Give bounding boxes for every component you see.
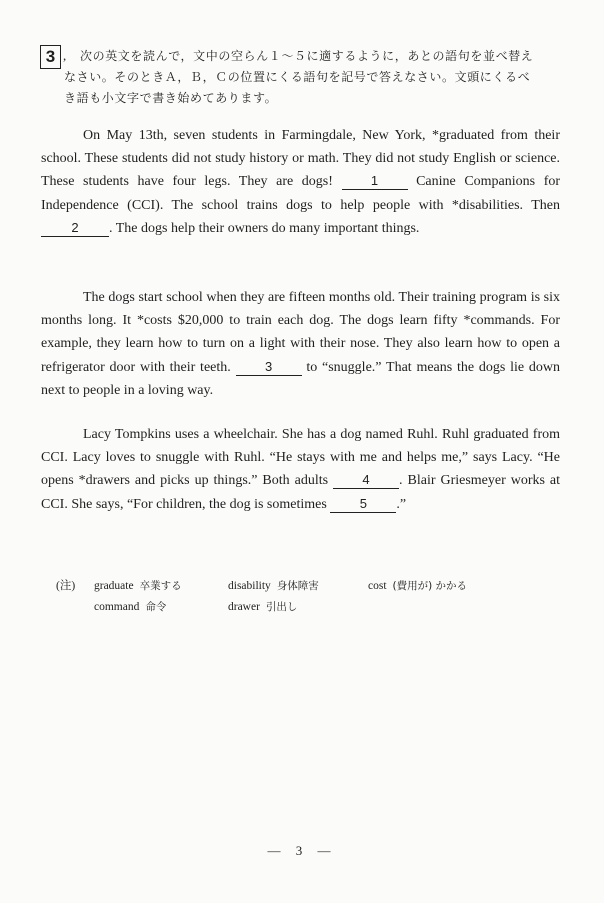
question-number-box: 3 bbox=[40, 45, 61, 69]
answer-blank-4: 4 bbox=[333, 471, 399, 489]
instruction-line: 次の英文を読んで，文中の空らん１～５に適するように，あとの語句を並べ替え bbox=[80, 49, 534, 63]
question-separator: , bbox=[63, 48, 67, 63]
page-number: — 3 — bbox=[267, 843, 337, 858]
note-term: disability bbox=[228, 580, 271, 592]
paragraph-text: . The dogs help their owners do many important things. bbox=[109, 220, 420, 236]
note-item bbox=[94, 597, 166, 618]
instruction-line: き語も小文字で書き始めてあります。 bbox=[64, 91, 278, 105]
note-item bbox=[228, 597, 297, 618]
paragraph-3 bbox=[41, 423, 560, 516]
note-term: drawer bbox=[228, 601, 260, 613]
paragraph-text: Lacy Tompkins uses a wheelchair. She has a dog named Ruhl. Ruhl graduated from CCI. Lacy loves to snuggle with Ruhl. “He stays with me and helps me,” says Lacy. “He opens *drawers and picks up things.” Both adults bbox=[41, 427, 560, 489]
paragraph-text: On May 13th, seven students in Farmingdale, New York, *graduated from their school. These students did not study history or math. They did not study English or science. These students have four legs. They are dogs! bbox=[41, 128, 560, 190]
paragraph-text: . Blair Griesmeyer works at CCI. She says, “For children, the dog is sometimes bbox=[41, 473, 561, 512]
note-term: command bbox=[94, 601, 140, 613]
note-item bbox=[94, 576, 182, 597]
instruction-line: なさい。そのときＡ，Ｂ，Ｃの位置にくる語句を記号で答えなさい。文頭にくるべ bbox=[64, 70, 531, 84]
paragraph-1 bbox=[41, 124, 560, 240]
paragraph-2 bbox=[41, 286, 560, 402]
paragraph-text: .” bbox=[396, 496, 407, 512]
answer-blank-3: 3 bbox=[236, 358, 302, 376]
note-definition: 卒業する bbox=[139, 580, 182, 592]
note-item bbox=[368, 576, 467, 597]
notes-label: (注) bbox=[56, 580, 76, 592]
question-instructions bbox=[64, 46, 565, 109]
answer-blank-2: 2 bbox=[41, 219, 109, 237]
note-definition: 引出し bbox=[265, 601, 298, 613]
paragraph-text: Canine Companions for Independence (CCI). The school trains dogs to help people with *disabilities. Then bbox=[41, 174, 561, 213]
paragraph-text: The dogs start school when they are fifteen months old. Their training program is six months long. It *costs $20,000 to train each dog. The dogs learn fifty *commands. For example, they learn how to turn on a light with their nose. They also learn how to open a refrigerator door with their teeth. bbox=[41, 290, 560, 375]
answer-blank-1: 1 bbox=[342, 172, 408, 190]
note-definition: (費用が) かかる bbox=[392, 580, 468, 592]
note-term: graduate bbox=[94, 580, 134, 592]
answer-blank-5: 5 bbox=[330, 495, 396, 513]
note-item bbox=[228, 576, 319, 597]
paragraph-text: to “snuggle.” That means the dogs lie down next to people in a loving way. bbox=[41, 359, 560, 398]
note-definition: 身体障害 bbox=[276, 580, 319, 592]
note-definition: 命令 bbox=[145, 601, 167, 613]
note-term: cost bbox=[368, 580, 387, 592]
